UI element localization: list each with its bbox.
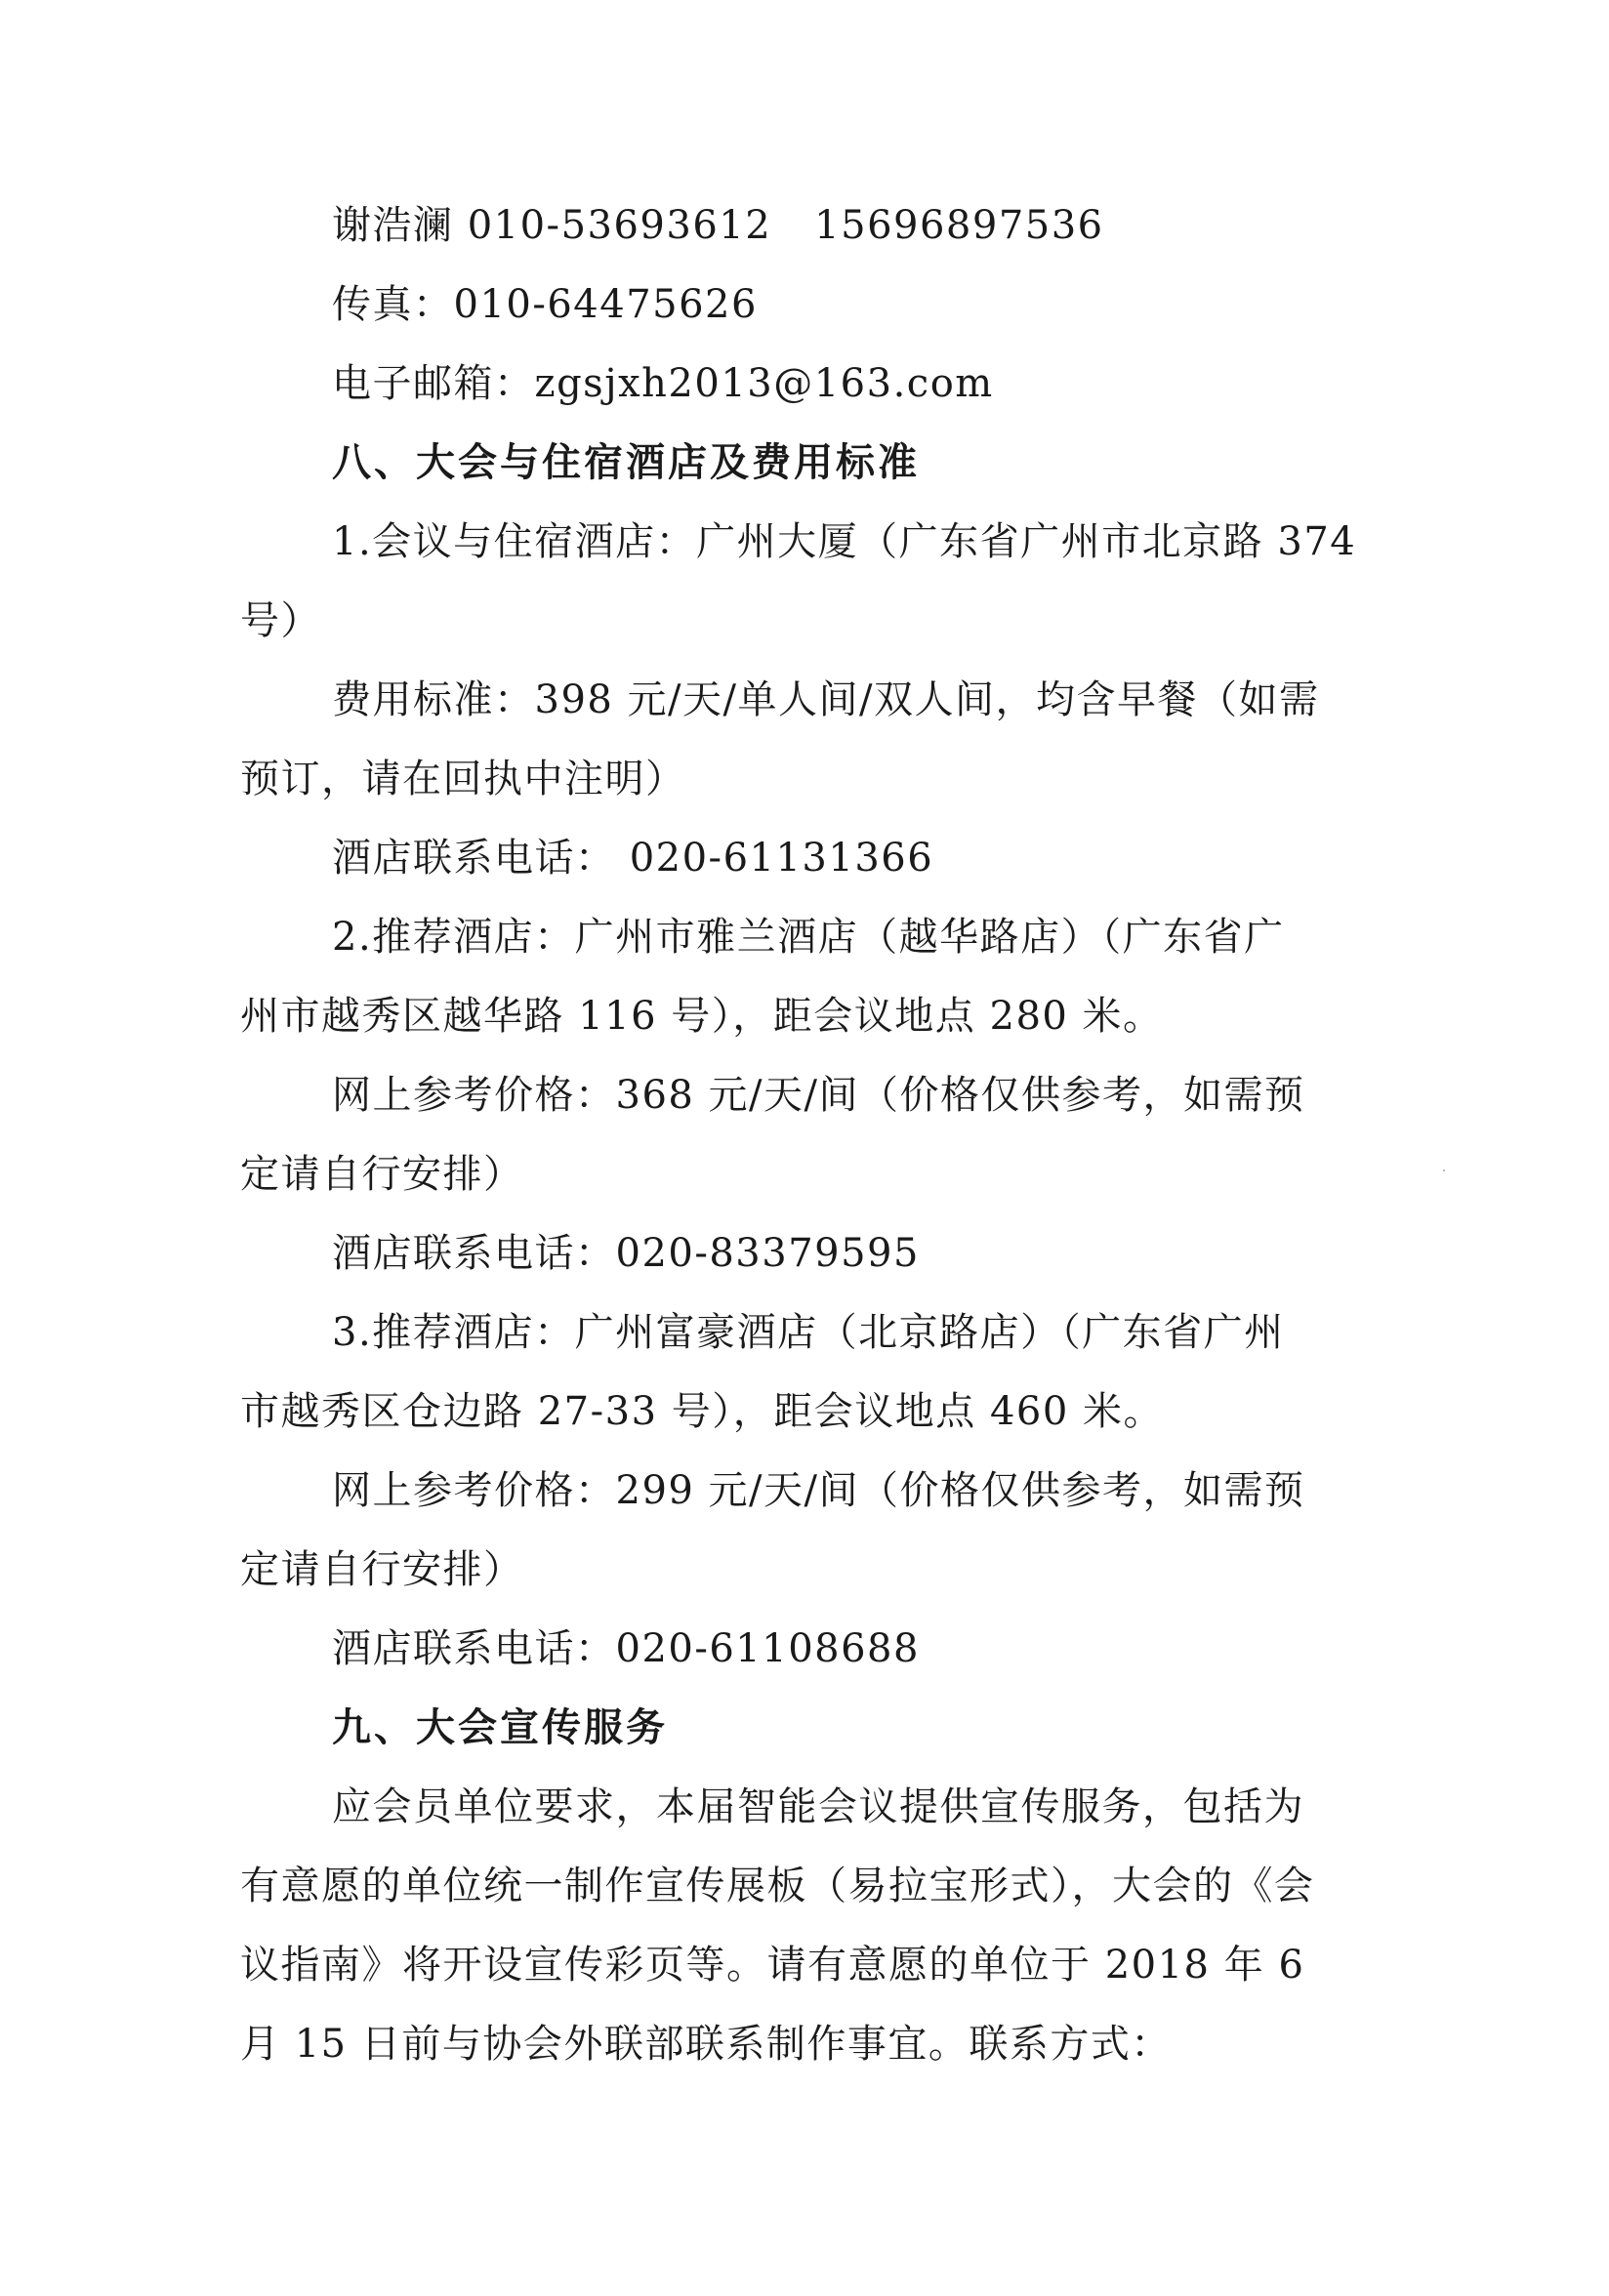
fax-line: 传真：010-64475626 — [332, 282, 758, 327]
hotel1-fee-line1: 费用标准：398 元/天/单人间/双人间，均含早餐（如需 — [332, 677, 1320, 722]
hotel3-phone: 酒店联系电话：020-61108688 — [332, 1626, 920, 1671]
hotel2-price-line1: 网上参考价格：368 元/天/间（价格仅供参考，如需预 — [332, 1073, 1305, 1118]
section9-para-line2: 有意愿的单位统一制作宣传展板（易拉宝形式），大会的《会 — [240, 1864, 1315, 1908]
contact-mobile: 15696897536 — [814, 203, 1104, 248]
section9-para-line3: 议指南》将开设宣传彩页等。请有意愿的单位于 2018 年 6 — [240, 1943, 1305, 1988]
hotel2-line1: 2.推荐酒店：广州市雅兰酒店（越华路店）（广东省广 — [332, 915, 1285, 960]
contact-person-line — [332, 200, 1104, 251]
hotel3-line2: 市越秀区仓边路 27-33 号），距会议地点 460 米。 — [240, 1389, 1165, 1434]
section9-para-line1: 应会员单位要求，本届智能会议提供宣传服务，包括为 — [332, 1784, 1304, 1829]
section8-heading: 八、大会与住宿酒店及费用标准 — [332, 439, 920, 485]
hotel3-line1: 3.推荐酒店：广州富豪酒店（北京路店）（广东省广州 — [332, 1310, 1285, 1355]
hotel1-line1: 1.会议与住宿酒店：广州大厦（广东省广州市北京路 374 — [332, 519, 1357, 564]
hotel2-price-line2: 定请自行安排） — [240, 1152, 524, 1197]
email-line: 电子邮箱：zgsjxh2013@163.com — [332, 361, 994, 406]
hotel3-price-line2: 定请自行安排） — [240, 1547, 524, 1592]
hotel1-line2: 号） — [240, 598, 321, 643]
hotel2-line2: 州市越秀区越华路 116 号），距会议地点 280 米。 — [240, 994, 1164, 1039]
hotel2-phone: 酒店联系电话：020-83379595 — [332, 1231, 920, 1276]
hotel3-price-line1: 网上参考价格：299 元/天/间（价格仅供参考，如需预 — [332, 1468, 1305, 1513]
hotel1-phone: 酒店联系电话： 020-61131366 — [332, 836, 934, 881]
scan-speck — [1443, 1169, 1445, 1171]
hotel1-fee-line2: 预订，请在回执中注明） — [240, 757, 686, 801]
section9-para-line4: 月 15 日前与协会外联部联系制作事宜。联系方式： — [240, 2022, 1172, 2067]
section9-heading: 九、大会宣传服务 — [332, 1704, 668, 1750]
contact-person-phone: 谢浩澜 010-53693612 — [332, 203, 772, 248]
